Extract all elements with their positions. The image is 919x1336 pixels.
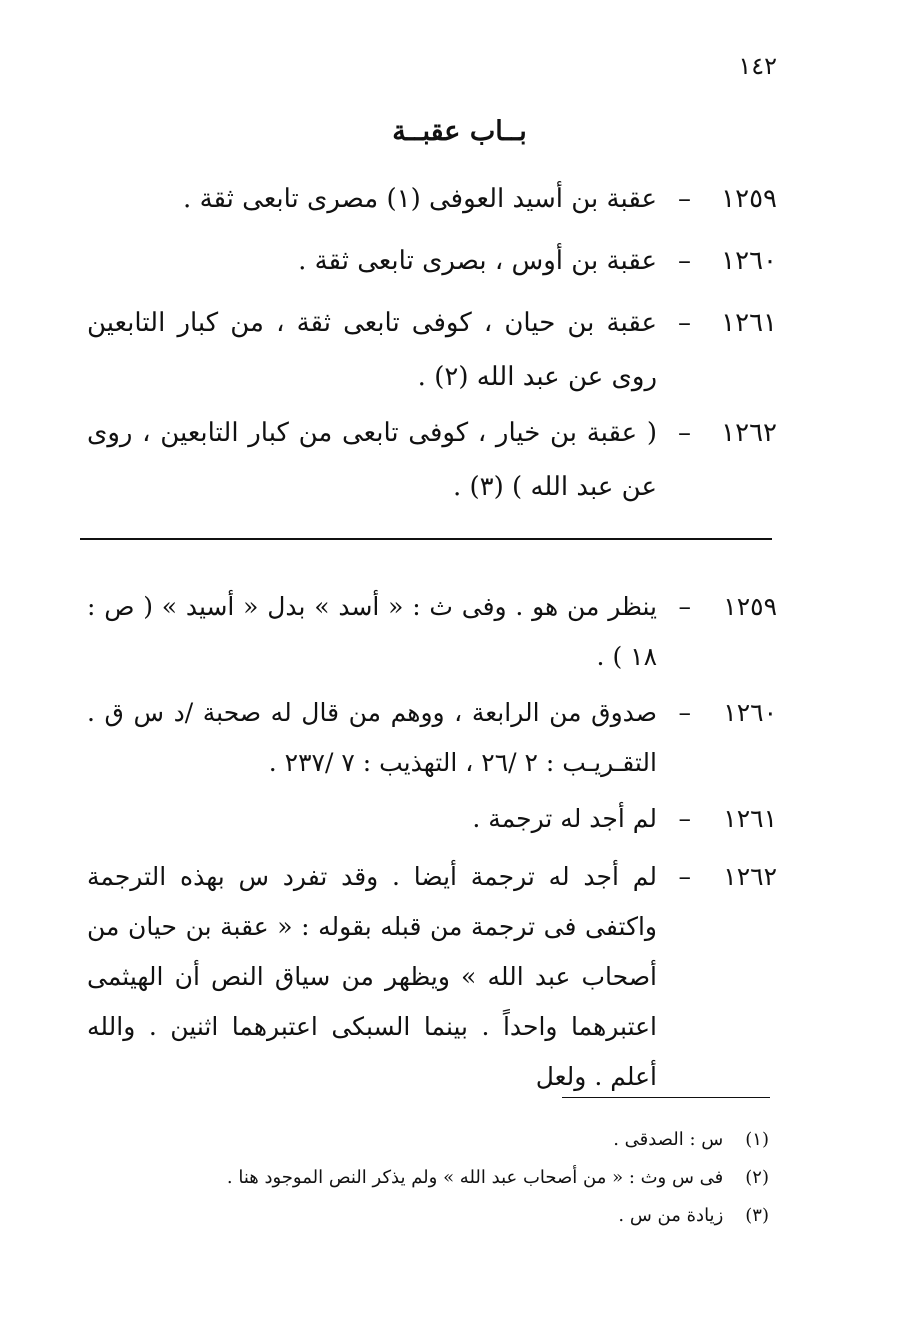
entry-1262 — [87, 406, 777, 514]
entry-number: ١٢٦١ — [721, 308, 777, 338]
section-divider — [80, 538, 772, 540]
entry-text: عقبة بن حيان ، كوفى تابعى ثقة ، من كبار التابعين روى عن عبد الله (٢) . — [87, 308, 657, 392]
footnote-mark: (٣) — [745, 1205, 769, 1226]
page-number: ١٤٢ — [738, 52, 777, 80]
note-text: لم أجد له ترجمة أيضا . وقد تفرد س بهذه الترجمة واكتفى فى ترجمة من قبله بقوله : « عقبة بن حيان من أصحاب عبد الله » ويظهر من سياق النص أن الهيثمى اعتبرهما واحداً . بينما السبكى اعتبرهما اثنين . والله أعلم . ولعل — [87, 862, 657, 1091]
note-1262 — [87, 852, 777, 1102]
footnote-3 — [618, 1203, 769, 1229]
footnote-text: س : الصدقى . — [613, 1129, 724, 1150]
entry-1261 — [87, 296, 777, 404]
note-dash: – — [678, 592, 691, 621]
entry-number: ١٢٦٢ — [721, 418, 777, 448]
section-title: بــاب عقبــة — [392, 116, 527, 147]
note-number: ١٢٥٩ — [723, 592, 777, 621]
note-dash: – — [678, 698, 691, 727]
note-text: صدوق من الرابعة ، ووهم من قال له صحبة /د س ق . التقـريـب : ٢ /٢٦ ، التهذيب : ٧ /٢٣٧ . — [87, 698, 657, 777]
entry-1260 — [87, 234, 777, 288]
entry-text: عقبة بن أسيد العوفى (١) مصرى تابعى ثقة . — [183, 184, 657, 214]
note-1261 — [87, 794, 777, 844]
note-1259 — [87, 582, 777, 682]
entry-number: ١٢٥٩ — [721, 184, 777, 214]
entry-dash: – — [678, 246, 691, 276]
note-number: ١٢٦٢ — [723, 862, 777, 891]
footnote-text: زيادة من س . — [618, 1205, 724, 1226]
footnote-text: فى س وث : « من أصحاب عبد الله » ولم يذكر النص الموجود هنا . — [226, 1167, 724, 1188]
footnote-divider — [562, 1097, 770, 1098]
entry-1259 — [87, 172, 777, 226]
entry-dash: – — [678, 418, 691, 448]
footnote-mark: (٢) — [745, 1167, 769, 1188]
note-text: ينظر من هو . وفى ث : « أسد » بدل « أسيد » ( ص : ١٨ ) . — [87, 592, 657, 671]
note-dash: – — [678, 804, 691, 833]
entry-text: ( عقبة بن خيار ، كوفى تابعى من كبار التابعين ، روى عن عبد الله ) (٣) . — [87, 418, 657, 502]
note-dash: – — [678, 862, 691, 891]
entry-number: ١٢٦٠ — [721, 246, 777, 276]
note-number: ١٢٦٠ — [723, 698, 777, 727]
note-text: لم أجد له ترجمة . — [472, 804, 657, 833]
footnote-2 — [227, 1165, 769, 1191]
note-number: ١٢٦١ — [723, 804, 777, 833]
entry-dash: – — [678, 184, 691, 214]
footnote-1 — [613, 1127, 769, 1153]
note-1260 — [87, 688, 777, 788]
footnote-mark: (١) — [745, 1129, 769, 1150]
entry-dash: – — [678, 308, 691, 338]
entry-text: عقبة بن أوس ، بصرى تابعى ثقة . — [298, 246, 657, 276]
